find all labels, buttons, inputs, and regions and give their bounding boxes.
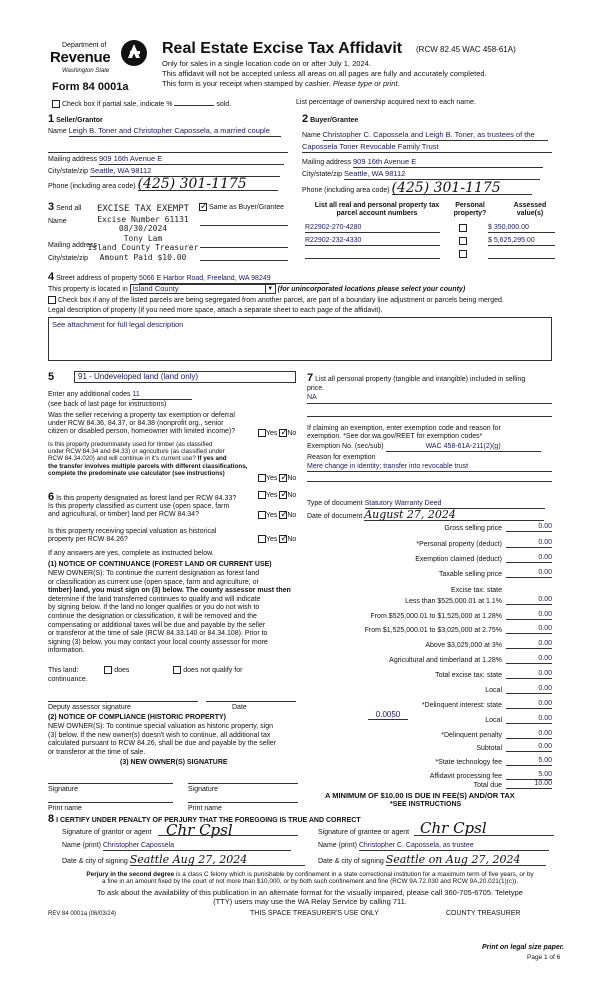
forest-question xyxy=(48,491,236,504)
assessed-value-field[interactable] xyxy=(488,250,555,259)
parcel-header-1a: List all real and personal property tax xyxy=(314,202,440,209)
stamp-line-exempt: EXCISE TAX EXEMPT xyxy=(96,204,190,214)
street-row xyxy=(48,271,329,284)
n1-line: information. xyxy=(48,647,85,655)
local-rate[interactable]: 0.0050 xyxy=(368,710,408,720)
sendall-city-label: City/state/zip xyxy=(48,255,89,262)
parcel-header-3 xyxy=(505,202,555,218)
calc-value[interactable]: 10.00 xyxy=(506,780,552,789)
buyer-mail-field[interactable]: 909 16th Avenue E xyxy=(353,158,543,168)
parcel-number-field[interactable] xyxy=(305,250,440,259)
grantor-date-label: Date & city of signing xyxy=(62,858,128,865)
q1-yes-checkbox[interactable] xyxy=(258,429,266,437)
add-codes-field[interactable]: 11 xyxy=(132,391,192,400)
see-back: (see back of last page for instructions) xyxy=(48,401,167,408)
segregated-row xyxy=(48,296,504,305)
current-use-question xyxy=(48,503,229,519)
parcel-number-field[interactable]: R22902-232-4330 xyxy=(305,237,440,246)
header-note-2: This affidavit will not be accepted unless all areas on all pages are fully and accurately completed. xyxy=(162,69,487,78)
seller-mail-field[interactable]: 909 16th Avenue E xyxy=(99,155,284,165)
stamp-line-date: 08/30/2024 xyxy=(118,224,168,233)
reason-label: Reason for exemption xyxy=(307,454,376,461)
calc-value[interactable]: 0.00 xyxy=(506,596,552,605)
see-instructions: *SEE INSTRUCTIONS xyxy=(390,801,462,808)
calc-label: From $525,000.01 to $1,525,000 at 1.28% xyxy=(370,613,502,620)
current-use-yes-checkbox[interactable] xyxy=(258,511,266,519)
q2-line-3b: If yes and xyxy=(197,455,227,463)
assessed-value-field[interactable]: $ 350,000.00 xyxy=(488,224,555,233)
calc-value[interactable]: 5.00 xyxy=(506,757,552,766)
q2-line-2: under RCW 84.34 and 84.33) or agriculture (as classified under xyxy=(48,448,225,456)
header-note-1: Only for sales in a single location code on or after July 1, 2024. xyxy=(162,59,371,68)
calc-value[interactable]: 0.00 xyxy=(506,569,552,578)
grantee-signature-field[interactable] xyxy=(414,820,554,836)
historic-no-label: No xyxy=(287,535,297,543)
sec7-line-1: List all personal property (tangible and intangible) included in selling xyxy=(315,376,526,383)
this-land-row xyxy=(48,666,242,675)
n1-line: or transferor at the time of sale (RCW 84.33.140 or 84.34.108). Prior to xyxy=(48,630,268,638)
county-select[interactable] xyxy=(130,284,276,294)
deputy-sig-label: Deputy assessor signature xyxy=(48,704,131,711)
buyer-name-field[interactable]: Christopher C. Capossela and Leigh B. Toner, as trustees of the xyxy=(323,131,548,141)
n1-line: NEW OWNER(S): To continue the current designation as forest land xyxy=(48,570,260,577)
calc-label: *Delinquent penalty xyxy=(441,732,502,739)
sec7-number: 7 xyxy=(307,372,314,384)
certify-text: I CERTIFY UNDER PENALTY OF PERJURY THAT THE FOREGOING IS TRUE AND CORRECT xyxy=(56,817,361,824)
seller-phone-row xyxy=(48,178,278,191)
calc-value[interactable]: 0.00 xyxy=(506,655,552,664)
parcel-header-2a: Personal xyxy=(455,202,485,209)
parcel-header-1 xyxy=(307,202,447,218)
sendall-label: Send all xyxy=(56,205,82,212)
county-selected-value: Island County xyxy=(132,284,179,293)
parcel-header-1b: parcel account numbers xyxy=(336,210,418,218)
calc-value[interactable]: 0.00 xyxy=(506,523,552,532)
legal-desc-text: See attachment for full legal description xyxy=(52,320,184,329)
stamp-line-number: Excise Number 61131 xyxy=(97,214,189,224)
historic-yes-checkbox[interactable] xyxy=(258,535,266,543)
q5-line-1: Is this property receiving special valuation as historical xyxy=(48,528,217,535)
grantee-date-field[interactable]: Seattle on Aug 27, 2024 xyxy=(386,855,546,866)
owner-signature-line-2[interactable] xyxy=(188,776,298,784)
segregated-label: Check box if any of the listed parcels are being segregated from another parcel, are part of a boundary line adjustment or parcels being merged. xyxy=(57,296,504,304)
same-as-buyer-label: Same as Buyer/Grantee xyxy=(208,203,285,211)
buyer-name-row xyxy=(302,131,548,141)
buyer-city-field[interactable]: Seattle, WA 98112 xyxy=(344,170,540,180)
does-not-checkbox[interactable] xyxy=(173,666,181,674)
calc-value[interactable]: 0.00 xyxy=(506,743,552,752)
n2-line: (3) below. If the new owner(s) doesn't wish to continue, all additional tax xyxy=(48,731,271,739)
forest-no-label: No xyxy=(287,491,297,499)
grantor-signature: Chr Cpsl xyxy=(166,821,233,839)
calc-label: *Personal property (deduct) xyxy=(416,541,502,548)
calc-label: Affidavit processing fee xyxy=(429,773,502,780)
legal-paper-note: Print on legal size paper. xyxy=(482,944,565,951)
grantee-name-row xyxy=(318,842,549,851)
calc-value[interactable]: 0.00 xyxy=(506,730,552,739)
q2-answers xyxy=(258,474,296,483)
seller-mail-row xyxy=(48,155,284,165)
notice-continuance-text xyxy=(48,570,298,656)
reason-line-2[interactable] xyxy=(307,474,552,482)
doc-date-label: Date of document xyxy=(307,513,363,520)
current-use-yes-label: Yes xyxy=(266,511,278,519)
owner-print-line-2[interactable] xyxy=(188,795,298,803)
partial-sale-row xyxy=(52,98,231,109)
calc-value[interactable]: 0.00 xyxy=(506,539,552,548)
personal-property-checkbox[interactable] xyxy=(459,237,467,245)
forest-yes-checkbox[interactable] xyxy=(258,491,266,499)
same-as-buyer-row xyxy=(199,203,284,212)
sendall-heading xyxy=(48,201,81,214)
personal-property-line-2[interactable] xyxy=(307,416,552,417)
q4-line-1: Is this property classified as current use (open space, farm xyxy=(48,503,230,510)
claim-line-2: exemption. *See dor.wa.gov/REET for exemption codes* xyxy=(307,433,483,441)
current-use-no-label: No xyxy=(287,511,297,519)
form-citation: (RCW 82.45 WAC 458-61A) xyxy=(416,45,516,54)
q2-yes-label: Yes xyxy=(266,474,278,482)
q1-no-label: No xyxy=(287,429,297,437)
n1-line: continue the designation or classification, it will be removed and the xyxy=(48,612,257,620)
grantee-signature: Chr Cpsl xyxy=(420,819,487,837)
grantee-sig-label: Signature of grantee or agent xyxy=(318,829,410,836)
calc-label: Above $3,025,000 at 3% xyxy=(425,642,502,649)
buyer-mail-label: Mailing address xyxy=(302,159,352,166)
ownership-note: List percentage of ownership acquired next to each name. xyxy=(296,99,476,106)
sec7-line-2: price. xyxy=(307,384,325,392)
calc-value[interactable]: 0.00 xyxy=(506,670,552,679)
county-treasurer-label: COUNTY TREASURER xyxy=(446,910,521,917)
notice-compliance-title: (2) NOTICE OF COMPLIANCE (HISTORIC PROPERTY) xyxy=(48,714,226,721)
perjury-bold: Perjury in the second degree xyxy=(86,871,175,878)
minimum-due: A MINIMUM OF $10.00 IS DUE IN FEE(S) AND/OR TAX xyxy=(325,791,515,800)
seller-mail-label: Mailing address xyxy=(48,156,98,163)
calc-value[interactable]: 0.00 xyxy=(506,611,552,620)
deputy-signature-line[interactable] xyxy=(48,694,198,702)
personal-property-checkbox[interactable] xyxy=(459,250,467,258)
historic-no-checkbox[interactable] xyxy=(279,535,287,543)
q2-line-3 xyxy=(48,455,263,462)
grantee-date-row xyxy=(318,855,546,866)
seller-name-line-2[interactable] xyxy=(48,145,288,153)
calc-label: Subtotal xyxy=(476,745,502,752)
add-codes-label: Enter any additional codes xyxy=(48,391,131,398)
calc-value[interactable]: 5.00 xyxy=(506,771,552,780)
request-line-1: To ask about the availability of this publication in an alternate format for the visually impaired, please call 360-705-6705. Teletype xyxy=(97,888,523,897)
calc-label: From $1,525,000.01 to $3,025,000 at 2.75% xyxy=(364,627,502,634)
partial-sold-label: sold. xyxy=(216,101,232,108)
continuance-label: continuance. xyxy=(48,676,88,683)
calc-value[interactable]: 0.00 xyxy=(506,685,552,694)
calc-label: Local xyxy=(485,717,502,724)
form-title: Real Estate Excise Tax Affidavit xyxy=(162,40,403,57)
revenue-logo xyxy=(48,40,148,82)
exemption-no-label: Exemption No. (sec/sub) xyxy=(307,443,384,450)
if-yes-text: If any answers are yes, complete as instructed below. xyxy=(48,550,214,557)
current-use-no-checkbox[interactable] xyxy=(279,511,287,519)
calc-label: Gross selling price xyxy=(444,525,502,532)
legal-desc-box[interactable] xyxy=(48,317,552,361)
owner-sig-label-2: Signature xyxy=(188,786,218,793)
sec8-number: 8 xyxy=(48,813,55,825)
exemption-no-field[interactable]: WAC 458-61A-211(2)(g) xyxy=(386,443,541,452)
calc-label: Total due xyxy=(473,782,502,789)
owner-signature-line-1[interactable] xyxy=(48,776,173,784)
buyer-heading xyxy=(302,113,358,126)
add-codes-row xyxy=(48,391,192,400)
sendall-number: 3 xyxy=(48,201,55,213)
personal-property-checkbox[interactable] xyxy=(459,224,467,232)
q1-no-checkbox[interactable] xyxy=(279,429,287,437)
partial-percent-field[interactable] xyxy=(174,98,214,106)
grantee-name-label: Name (print) xyxy=(318,842,357,849)
exemption-claim-text xyxy=(307,425,557,441)
doc-date-row xyxy=(307,510,544,521)
new-owner-sig-title: (3) NEW OWNER(S) SIGNATURE xyxy=(120,759,228,766)
q2-no-label: No xyxy=(287,474,297,482)
owner-print-line-1[interactable] xyxy=(48,795,173,803)
notice-compliance-text xyxy=(48,723,303,757)
q1-answers xyxy=(258,429,296,438)
q2-line-4: the transfer involves multiple parcels with different classifications, xyxy=(48,462,248,470)
n1-line: timber) land, you must sign on (3) below. The county assessor must then xyxy=(48,587,291,595)
stamp-line-treasurer: Island County Treasurer xyxy=(87,243,199,252)
parcel-header-3a: Assessed xyxy=(513,202,547,209)
street-field[interactable]: 5066 E Harbor Road, Freeland, WA 98249 xyxy=(139,275,329,284)
q2-line-5: complete the predominate use calculator (see instructions) xyxy=(48,469,225,477)
calc-label: *State technology fee xyxy=(435,759,502,766)
grantor-date-row xyxy=(62,855,305,866)
reason-field[interactable]: Mere change in identity; transfer into revocable trust xyxy=(307,463,552,472)
stamp-line-name: Tony Lam xyxy=(123,233,163,243)
parcel-header-2b: property? xyxy=(453,210,487,218)
treasurer-use-label: THIS SPACE TREASURER'S USE ONLY xyxy=(250,910,379,917)
perjury-line-1: is a class C felony which is punishable by confinement in a state correctional institution for a maximum term of five years, or by xyxy=(174,871,534,878)
q3-answers xyxy=(258,491,296,500)
n1-line: signing (3) below, you may contact your local county assessor for more xyxy=(48,638,268,646)
sendall-mail-line[interactable] xyxy=(200,240,288,248)
located-label: This property is located in xyxy=(48,285,128,293)
buyer-city-row xyxy=(302,170,540,180)
deputy-date-label: Date xyxy=(232,704,247,711)
buyer-name-line-2[interactable]: Capossela Toner Revocable Family Trust xyxy=(302,143,552,153)
does-not-label: does not qualify for xyxy=(183,666,243,674)
n2-line: NEW OWNER(S): To continue special valuation as historic property, sign xyxy=(48,723,273,730)
calc-label: *Delinquent interest: state xyxy=(421,702,502,709)
county-row xyxy=(48,284,465,294)
segregated-checkbox[interactable] xyxy=(48,296,56,304)
seller-phone-field[interactable]: (425) 301-1175 xyxy=(138,178,278,191)
alternate-format-text xyxy=(40,889,580,906)
buyer-phone-row xyxy=(302,182,532,195)
header-note-3-italic: Please type or print. xyxy=(332,79,400,88)
n2-line: calculated pursuant to RCW 84.26, shall be due and payable by the seller xyxy=(48,740,277,748)
assessed-value-field[interactable]: $ 5,625,295.00 xyxy=(488,237,555,246)
calc-label: Less than $525,000.01 at 1.1% xyxy=(405,598,502,605)
this-land-label: This land: xyxy=(48,666,79,674)
calc-label: Exemption claimed (deduct) xyxy=(415,556,502,563)
buyer-number: 2 xyxy=(302,113,309,125)
sendall-name-line[interactable] xyxy=(200,218,288,226)
seller-number: 1 xyxy=(48,113,55,125)
q1-yes-label: Yes xyxy=(266,429,278,437)
property-number: 4 xyxy=(48,271,55,283)
seller-phone-label: Phone (including area code) xyxy=(48,183,136,190)
perjury-text xyxy=(40,871,580,886)
q4-answers xyxy=(258,511,296,520)
seller-name-field[interactable]: Leigh B. Toner and Christopher Capossela, a married couple xyxy=(69,127,281,137)
chevron-down-icon[interactable]: ▼ xyxy=(265,285,275,293)
seller-heading xyxy=(48,113,103,126)
parcel-row xyxy=(305,237,555,248)
q2-line-1: Is this property predominately used for timber (as classified xyxy=(48,441,213,448)
n1-line: or classification as current use (open space, farm and agriculture, or xyxy=(48,578,259,586)
n1-line: determine if the land transferred continues to qualify and will indicate xyxy=(48,595,261,603)
grantor-signature-field[interactable] xyxy=(158,821,298,839)
forest-no-checkbox[interactable] xyxy=(279,491,287,499)
owner-print-label-1: Print name xyxy=(48,805,82,812)
seller-name-label: Name xyxy=(48,128,67,135)
q2-no-checkbox[interactable] xyxy=(279,474,287,482)
sendall-mail-label: Mailing address xyxy=(48,242,98,249)
parcel-row xyxy=(305,224,555,235)
n2-line: or transferor at the time of sale. xyxy=(48,748,146,756)
calc-label: Total excise tax: state xyxy=(435,672,502,679)
timber-question xyxy=(48,441,263,477)
street-label: Street address of property xyxy=(56,275,138,282)
grantor-name-row xyxy=(62,842,291,851)
does-label: does xyxy=(114,666,130,674)
legal-desc-label: Legal description of property (if you need more space, attach a separate sheet to each page of the affidavit). xyxy=(48,307,383,314)
historic-yes-label: Yes xyxy=(266,535,278,543)
parcel-number-field[interactable]: R22902-270-4280 xyxy=(305,224,440,233)
q2-yes-checkbox[interactable] xyxy=(258,474,266,482)
calc-value[interactable]: 0.00 xyxy=(506,625,552,634)
calc-value[interactable]: 0.00 xyxy=(506,640,552,649)
q1-line-1: Was the seller receiving a property tax exemption or deferral xyxy=(48,412,235,419)
calc-value[interactable]: 0.00 xyxy=(506,554,552,563)
partial-sale-label: Check box if partial sale, indicate % xyxy=(61,101,173,108)
claim-line-1: If claiming an exemption, enter exemption code and reason for xyxy=(307,425,501,432)
q1-line-2: under RCW 84.36, 84.37, or 84.38 (nonprofit org., senior xyxy=(48,420,224,428)
q1-line-3: citizen or disabled person, homeowner with limited income)? xyxy=(48,428,236,436)
buyer-city-label: City/state/zip xyxy=(302,171,343,178)
personal-property-text xyxy=(307,372,557,393)
exemption-question xyxy=(48,412,258,436)
personal-property-line xyxy=(307,403,552,404)
seller-name-row xyxy=(48,127,288,137)
calc-value[interactable]: 0.00 xyxy=(506,700,552,709)
grantor-name-field[interactable]: Christopher Capossela xyxy=(103,842,291,851)
doc-date-field[interactable]: August 27, 2024 xyxy=(364,510,544,521)
revenue-logo-icon xyxy=(120,38,148,68)
use-code-select[interactable]: 91 - Undeveloped land (land only) xyxy=(74,371,296,383)
historic-question xyxy=(48,528,216,544)
owner-print-label-2: Print name xyxy=(188,805,222,812)
q2-line-3a: RCW 84.34.020) and will continue in it's current use? xyxy=(48,455,196,463)
dept-line: Department of xyxy=(62,42,107,49)
sec6-number: 6 xyxy=(48,491,55,503)
county-note: (for unincorporated locations please select your county) xyxy=(277,285,466,293)
buyer-mail-row xyxy=(302,158,543,168)
calc-value[interactable]: 0.00 xyxy=(506,715,552,724)
calc-label: Local xyxy=(485,687,502,694)
grantor-sig-label: Signature of grantor or agent xyxy=(62,829,152,836)
perjury-line-2: a fine in an amount fixed by the court of not more than $10,000, or by both such confinement and fine (RCW 9A.72.030 and RCW 9A.20.021(1)(c)). xyxy=(102,878,518,886)
excise-exempt-stamp xyxy=(84,205,202,262)
parcel-header-3b: value(s) xyxy=(516,210,544,218)
grantor-name-label: Name (print) xyxy=(62,842,101,849)
personal-property-field[interactable]: NA xyxy=(307,394,317,401)
page-number: Page 1 of 6 xyxy=(527,954,561,961)
partial-sale-checkbox[interactable] xyxy=(52,100,60,108)
exemption-no-row xyxy=(307,443,541,452)
grantor-date-field[interactable]: Seattle Aug 27, 2024 xyxy=(130,855,305,866)
grantee-date-label: Date & city of signing xyxy=(318,858,384,865)
q5-line-2: property per RCW 84.26? xyxy=(48,536,128,544)
form-number: Form 84 0001a xyxy=(52,81,129,93)
sendall-city-line[interactable] xyxy=(200,253,288,261)
calc-label: Taxable selling price xyxy=(438,571,502,578)
state-line: Washington State xyxy=(62,68,110,74)
header-note-3-text: This form is your receipt when stamped by cashier. xyxy=(162,79,331,88)
buyer-heading-text: Buyer/Grantee xyxy=(310,117,359,124)
sec5-number: 5 xyxy=(48,371,55,383)
calc-label: Agricultural and timberland at 1.28% xyxy=(389,657,502,664)
parcel-header-2 xyxy=(450,202,490,218)
seller-city-field[interactable]: Seattle, WA 98112 xyxy=(90,167,280,177)
calc-label: Excise tax: state xyxy=(451,587,502,594)
forest-yes-label: Yes xyxy=(266,491,278,499)
q4-line-2: and agricultural, or timber) land per RCW 84.34? xyxy=(48,511,199,519)
grantee-name-field[interactable]: Christopher C. Capossela, as trustee xyxy=(359,842,549,851)
does-checkbox[interactable] xyxy=(104,666,112,674)
parcel-row xyxy=(305,250,555,261)
deputy-date-line[interactable] xyxy=(206,694,296,702)
revenue-wordmark: Revenue xyxy=(50,49,111,66)
seller-heading-text: Seller/Grantor xyxy=(56,117,103,124)
n1-line: by signing below. If the land no longer qualifies or you do not wish to xyxy=(48,604,260,612)
buyer-phone-label: Phone (including area code) xyxy=(302,187,390,194)
rev-number: REV 84 0001a (06/03/24) xyxy=(48,911,117,917)
doc-type-field[interactable]: Statutory Warranty Deed xyxy=(365,500,545,509)
header-note-3 xyxy=(162,80,400,89)
notice-continuance-title: (1) NOTICE OF CONTINUANCE (FOREST LAND OR CURRENT USE) xyxy=(48,561,272,568)
sendall-name-label: Name xyxy=(48,218,67,225)
buyer-phone-field[interactable]: (425) 301-1175 xyxy=(392,182,532,195)
request-line-2: (TTY) users may use the WA Relay Service by calling 711. xyxy=(213,896,407,906)
buyer-name-label: Name xyxy=(302,132,321,139)
doc-type-label: Type of document xyxy=(307,500,363,507)
n1-line: compensating or additional taxes will be due and payable by the seller xyxy=(48,621,266,629)
forest-question-text: Is this property designated as forest land per RCW 84.33? xyxy=(56,495,237,502)
seller-city-label: City/state/zip xyxy=(48,168,89,175)
q5-answers xyxy=(258,535,296,544)
owner-sig-label-1: Signature xyxy=(48,786,78,793)
stamp-line-amount: Amount Paid $10.00 xyxy=(99,252,187,262)
